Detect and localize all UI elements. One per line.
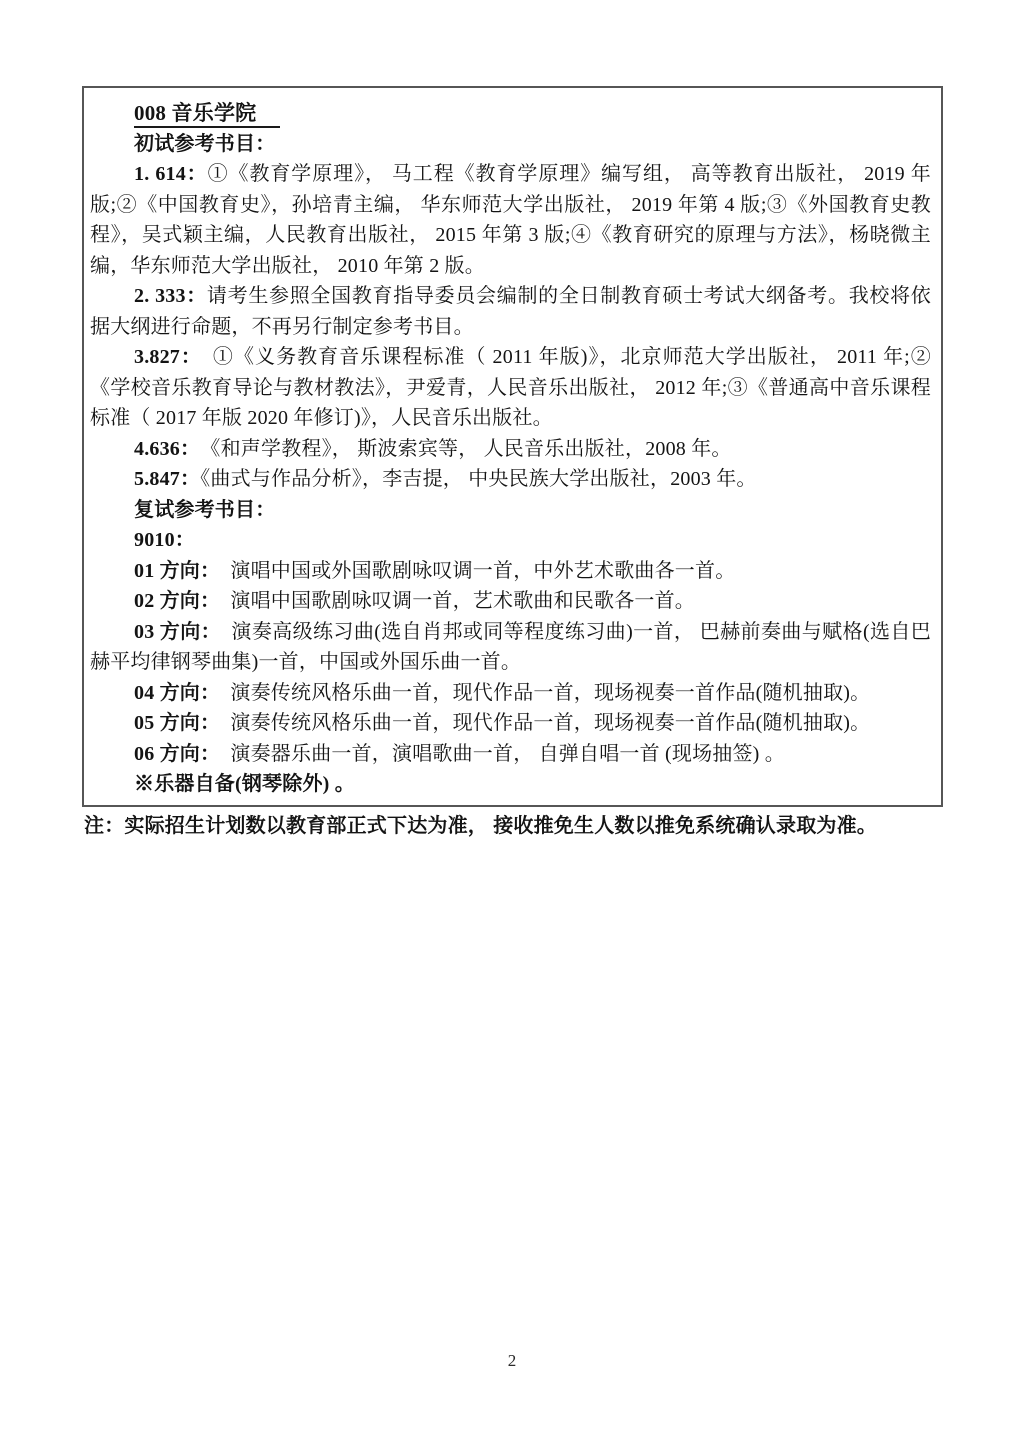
item-text: 演奏传统风格乐曲一首，现代作品一首，现场视奏一首作品(随机抽取)。 (210, 712, 871, 734)
ref-item-636 (90, 434, 931, 465)
ref-item-827 (90, 342, 931, 434)
heading-retest-books (90, 495, 931, 526)
direction-05 (90, 708, 931, 739)
item-label: 04 方向： (134, 681, 211, 704)
item-label: 4.636： (134, 437, 191, 460)
instrument-note (90, 769, 931, 800)
item-text: ①《教育学原理》， 马工程《教育学原理》编写组， 高等教育出版社， 2019 年版;②《中国教育史》，孙培青主编， 华东师范大学出版社， 2019 年第 4 版;③《外国教育史教程》，吴式颖主编，人民教育出版社， 2015 年第 3 版;④《教育研究的原理与方法》，杨晓微主编，华东师范大学出版社， 2010 年第 2 版。 (90, 163, 932, 277)
item-text: ①《义务教育音乐课程标准（ 2011 年版)》，北京师范大学出版社， 2011 年;②《学校音乐教育导论与教材教法》，尹爱青，人民音乐出版社， 2012 年;③《普通高中音乐课程标准（ 2017 年版 2020 年修订)》，人民音乐出版社。 (90, 346, 931, 429)
item-label: 01 方向： (134, 559, 211, 582)
heading-first-exam-books (90, 129, 931, 160)
section-title (90, 98, 931, 129)
item-text: 演奏器乐曲一首，演唱歌曲一首， 自弹自唱一首 (现场抽签) 。 (210, 742, 785, 765)
heading-text: 复试参考书目： (134, 498, 276, 521)
heading-text: 9010： (134, 529, 195, 551)
heading-9010 (90, 525, 931, 556)
item-label: 3.827： (134, 346, 192, 368)
item-text: 演唱中国或外国歌剧咏叹调一首，中外艺术歌曲各一首。 (210, 559, 736, 582)
item-label: 2. 333： (134, 285, 207, 307)
direction-02 (90, 586, 931, 617)
item-label: 05 方向： (134, 712, 211, 734)
item-text: 演奏传统风格乐曲一首，现代作品一首，现场视奏一首作品(随机抽取)。 (210, 681, 871, 704)
direction-03 (90, 617, 931, 678)
footnote: 注：实际招生计划数以教育部正式下达为准， 接收推免生人数以推免系统确认录取为准。 (84, 815, 877, 837)
item-label: 06 方向： (134, 742, 211, 765)
item-text: 请考生参照全国教育指导委员会编制的全日制教育硕士考试大纲备考。我校将依据大纲进行命题，不再另行制定参考书目。 (90, 285, 932, 338)
item-label: 5.847： (134, 468, 201, 490)
item-label: 02 方向： (134, 590, 211, 612)
ref-item-333 (90, 281, 931, 342)
item-text: 演奏高级练习曲(选自肖邦或同等程度练习曲)一首， 巴赫前奏曲与赋格(选自巴赫平均律钢琴曲集)一首，中国或外国乐曲一首。 (90, 620, 931, 673)
item-label: 03 方向： (134, 620, 212, 643)
ref-item-847 (90, 464, 931, 495)
direction-06 (90, 739, 931, 770)
section-title-text: 008 音乐学院 (134, 101, 280, 128)
item-text: 演唱中国歌剧咏叹调一首，艺术歌曲和民歌各一首。 (210, 590, 696, 612)
page-number: 2 (507, 1351, 517, 1370)
item-label: 1. 614： (134, 163, 208, 185)
heading-text: 初试参考书目： (134, 132, 276, 155)
direction-01 (90, 556, 931, 587)
heading-text: ※乐器自备(钢琴除外) 。 (134, 773, 355, 795)
direction-04 (90, 678, 931, 709)
ref-item-614 (90, 159, 931, 281)
item-text: 《曲式与作品分析》，李吉提， 中央民族大学出版社，2003 年。 (200, 468, 757, 490)
item-text: 《和声学教程》， 斯波索宾等， 人民音乐出版社，2008 年。 (190, 437, 732, 460)
content-box (82, 86, 943, 807)
